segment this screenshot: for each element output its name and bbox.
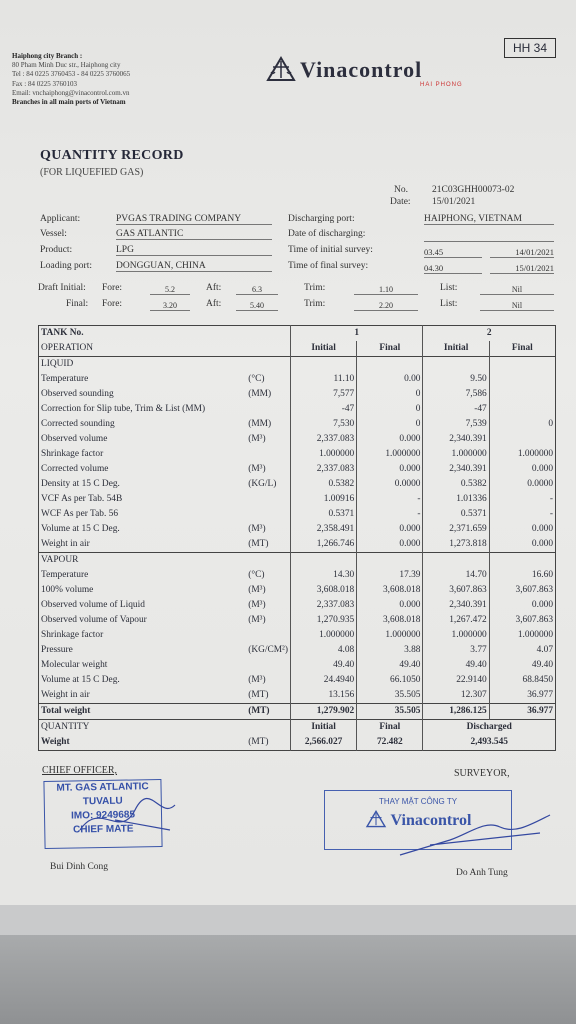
branch-address <box>12 52 130 107</box>
row-value: 7,577 <box>291 387 357 402</box>
row-value: -47 <box>291 402 357 417</box>
table-row <box>39 357 556 373</box>
row-value: 3,607.863 <box>515 615 553 625</box>
row-unit: (MT) <box>246 688 290 704</box>
row-value: 7,586 <box>423 387 489 402</box>
row-value: 3,608.018 <box>357 613 423 628</box>
row-value: 24.4940 <box>291 673 357 688</box>
row-label: Observed sounding <box>41 389 114 399</box>
row-value <box>489 553 555 569</box>
row-value: 0.5371 <box>291 507 357 522</box>
row-unit: (MM) <box>246 417 290 432</box>
row-value: - <box>357 507 423 522</box>
row-unit: (M³) <box>246 673 290 688</box>
row-value: 16.60 <box>531 570 553 580</box>
row-value: 13.156 <box>291 688 357 704</box>
final-list-value: Nil <box>480 301 554 311</box>
weight-label: Weight <box>41 737 70 747</box>
row-value: 1,267.472 <box>423 613 489 628</box>
row-label: Shrinkage factor <box>41 630 104 640</box>
final-survey-time: 04.30 <box>424 263 482 274</box>
row-value: 14.70 <box>423 568 489 583</box>
row-value: 0.000 <box>357 537 423 553</box>
loading-port-value: DONGGUAN, CHINA <box>116 261 272 272</box>
row-label: VCF As per Tab. 54B <box>41 494 123 504</box>
list-label-final: List: <box>440 299 458 309</box>
quantity-discharged-label: Discharged <box>423 720 556 736</box>
row-unit <box>246 553 290 569</box>
row-value: 0.0000 <box>527 479 553 489</box>
row-value: 1.000000 <box>357 447 423 462</box>
document-subtitle: (FOR LIQUEFIED GAS) <box>40 167 144 178</box>
row-value: 1.01336 <box>423 492 489 507</box>
row-value: 0.5382 <box>423 477 489 492</box>
row-value <box>489 402 555 417</box>
record-date-value: 15/01/2021 <box>432 197 476 207</box>
row-unit: (M³) <box>246 598 290 613</box>
table-header-operation <box>39 341 556 357</box>
row-unit: (KG/CM²) <box>246 643 290 658</box>
aft-label-initial: Aft: <box>206 283 222 293</box>
row-unit: (°C) <box>246 568 290 583</box>
logo-text: Vinacontrol <box>300 57 423 82</box>
date-discharging-value <box>424 229 554 242</box>
fore-label-final: Fore: <box>102 299 123 309</box>
row-value: 4.08 <box>291 643 357 658</box>
table-row <box>39 704 556 720</box>
quantity-final-value: 72.482 <box>357 735 423 751</box>
stamp-scale-icon <box>365 810 387 828</box>
row-label: Weight in air <box>41 539 90 549</box>
row-label: Corrected sounding <box>41 419 115 429</box>
quantity-initial-label: Initial <box>291 720 357 736</box>
row-value: 66.1050 <box>357 673 423 688</box>
tank-2-initial-header: Initial <box>423 341 489 357</box>
trim-label-initial: Trim: <box>304 283 326 293</box>
table-row <box>39 583 556 598</box>
row-unit: (M³) <box>246 522 290 537</box>
vessel-value: GAS ATLANTIC <box>116 229 272 240</box>
branch-line-4: Email: vnchaiphong@vinacontrol.com.vn <box>12 88 130 97</box>
row-label: Total weight <box>39 704 247 720</box>
vessel-stamp-line-2: IMO: 9249685 <box>70 809 136 822</box>
row-value: 1,273.818 <box>423 537 489 553</box>
row-value: 35.505 <box>357 704 423 720</box>
row-value: - <box>549 509 553 519</box>
row-value: 12.307 <box>423 688 489 704</box>
row-unit: (MT) <box>246 704 290 720</box>
fore-label-initial: Fore: <box>102 283 123 293</box>
row-value: -47 <box>423 402 489 417</box>
row-unit <box>246 402 290 417</box>
row-label: Volume at 15 C Deg. <box>41 675 120 685</box>
row-label: Pressure <box>41 645 73 655</box>
row-value: 1.000000 <box>291 628 357 643</box>
table-row <box>39 417 556 432</box>
applicant-value: PVGAS TRADING COMPANY <box>116 214 272 225</box>
table-header-tank <box>39 326 556 342</box>
table-row <box>39 402 556 417</box>
initial-fore-value: 5.2 <box>150 285 190 295</box>
row-label: Observed volume of Liquid <box>41 600 145 610</box>
row-value: 0.000 <box>357 432 423 447</box>
row-value: 3,608.018 <box>357 583 423 598</box>
tank-1-final-header: Final <box>357 341 423 357</box>
row-unit <box>246 447 290 462</box>
row-value <box>291 357 357 373</box>
row-value: 49.40 <box>423 658 489 673</box>
row-value: 1.000000 <box>517 630 553 640</box>
row-value: 0.000 <box>357 598 423 613</box>
tank-2-header: 2 <box>486 328 492 338</box>
table-row <box>39 568 556 583</box>
row-unit <box>246 507 290 522</box>
row-value: 0.000 <box>531 600 553 610</box>
row-value: 3,608.018 <box>291 583 357 598</box>
chief-officer-name: Bui Dinh Cong <box>50 862 109 872</box>
row-label: Observed volume <box>41 434 108 444</box>
chief-officer-signature <box>60 790 190 850</box>
row-value: 1,266.746 <box>291 537 357 553</box>
branch-line-1: 80 Pham Minh Duc str., Haiphong city <box>12 61 121 70</box>
final-trim-value: 2.20 <box>354 301 418 311</box>
table-row <box>39 598 556 613</box>
row-value: 1.000000 <box>517 449 553 459</box>
branch-line-3: Fax : 84 0225 3760103 <box>12 79 77 88</box>
table-row <box>39 387 556 402</box>
surveyor-title: SURVEYOR, <box>454 768 510 779</box>
row-value: 49.40 <box>291 658 357 673</box>
row-value <box>291 553 357 569</box>
row-value: 11.10 <box>291 372 357 387</box>
row-value: 0 <box>357 387 423 402</box>
list-label-initial: List: <box>440 283 458 293</box>
row-value: - <box>357 492 423 507</box>
table-row <box>39 658 556 673</box>
row-value: 2,371.659 <box>423 522 489 537</box>
row-unit: (KG/L) <box>246 477 290 492</box>
row-value <box>423 553 489 569</box>
vessel-stamp-line-3: CHIEF MATE <box>72 823 134 836</box>
vinacontrol-logo <box>266 56 422 83</box>
row-value: 0.5382 <box>291 477 357 492</box>
row-value: 0.000 <box>531 524 553 534</box>
date-discharging-label: Date of discharging: <box>288 229 366 239</box>
quantity-table <box>38 325 556 751</box>
quantity-discharged-value: 2,493.545 <box>470 737 508 747</box>
row-value: 22.9140 <box>423 673 489 688</box>
row-value <box>357 357 423 373</box>
row-value <box>357 553 423 569</box>
branch-line-5: Branches in all main ports of Vietnam <box>12 98 126 107</box>
tank-1-initial-header: Initial <box>291 341 357 357</box>
logo-subtext: HAI PHONG <box>420 82 463 88</box>
quantity-initial-value: 2,566.027 <box>291 735 357 751</box>
final-aft-value: 5.40 <box>236 301 278 311</box>
row-value: 3,607.863 <box>423 583 489 598</box>
row-label: Observed volume of Vapour <box>41 615 147 625</box>
row-value: 7,539 <box>423 417 489 432</box>
row-value: 1.000000 <box>357 628 423 643</box>
initial-list-value: Nil <box>480 285 554 295</box>
row-value <box>489 387 555 402</box>
table-row <box>39 447 556 462</box>
table-row <box>39 688 556 704</box>
table-row <box>39 537 556 553</box>
draft-initial-label: Draft Initial: <box>38 283 86 293</box>
row-value: 0.000 <box>357 522 423 537</box>
row-value: 2,340.391 <box>423 598 489 613</box>
row-label: Temperature <box>41 570 89 580</box>
row-value: 1.000000 <box>423 447 489 462</box>
row-value <box>489 432 555 447</box>
branch-line-0: Haiphong city Branch : <box>12 52 83 60</box>
surveyor-name: Do Anh Tung <box>456 868 508 878</box>
record-no-label: No. <box>394 185 408 195</box>
row-value: 2,358.491 <box>291 522 357 537</box>
row-value: 0 <box>357 417 423 432</box>
row-value: 0.00 <box>357 372 423 387</box>
vessel-stamp-line-0: MT. GAS ATLANTIC <box>56 781 149 794</box>
row-value: 0 <box>548 419 553 429</box>
header-unit-cell <box>246 326 290 342</box>
table-row <box>39 477 556 492</box>
row-label: 100% volume <box>41 585 94 595</box>
row-value: 35.505 <box>357 688 423 704</box>
row-unit: (MM) <box>246 387 290 402</box>
row-unit: (M³) <box>246 462 290 477</box>
applicant-label: Applicant: <box>40 214 81 224</box>
row-value <box>489 357 555 373</box>
header-unit-cell-2 <box>246 341 290 357</box>
row-value: 14.30 <box>291 568 357 583</box>
final-survey-date: 15/01/2021 <box>490 263 554 274</box>
row-value: 9.50 <box>423 372 489 387</box>
row-value: 1.00916 <box>291 492 357 507</box>
row-value: 49.40 <box>531 660 553 670</box>
weight-unit: (MT) <box>246 735 290 751</box>
product-label: Product: <box>40 245 73 255</box>
row-value: 7,530 <box>291 417 357 432</box>
table-row <box>39 673 556 688</box>
initial-survey-date: 14/01/2021 <box>490 247 554 258</box>
company-stamp-logo-text: Vinacontrol <box>390 812 472 829</box>
tank-2-final-header: Final <box>511 343 533 353</box>
quantity-header-row <box>39 720 556 736</box>
background-strip <box>0 905 576 935</box>
initial-survey-time: 03.45 <box>424 247 482 258</box>
final-fore-value: 3.20 <box>150 301 190 311</box>
operation-label: OPERATION <box>41 343 94 353</box>
row-value: 0.5371 <box>423 507 489 522</box>
table-row <box>39 643 556 658</box>
row-value: 36.977 <box>489 704 555 720</box>
row-value: 2,340.391 <box>423 462 489 477</box>
draft-final-label: Final: <box>66 299 89 309</box>
row-value: 0.000 <box>531 464 553 474</box>
row-label: VAPOUR <box>39 553 247 569</box>
discharging-port-value: HAIPHONG, VIETNAM <box>424 214 554 225</box>
row-label: Weight in air <box>41 690 90 700</box>
table-row <box>39 372 556 387</box>
row-value: 3,607.863 <box>515 585 553 595</box>
quantity-unit-cell <box>246 720 290 736</box>
table-row <box>39 432 556 447</box>
aft-label-final: Aft: <box>206 299 222 309</box>
row-unit <box>246 628 290 643</box>
row-value: 1,279.902 <box>291 704 357 720</box>
table-row <box>39 507 556 522</box>
row-value: 0.0000 <box>357 477 423 492</box>
row-value: 3.77 <box>423 643 489 658</box>
trim-label-final: Trim: <box>304 299 326 309</box>
surveyor-signature <box>390 805 560 865</box>
row-value: 3.88 <box>357 643 423 658</box>
quantity-weight-row <box>39 735 556 751</box>
company-stamp-top: THAY MẶT CÔNG TY <box>378 797 458 806</box>
final-survey-label: Time of final survey: <box>288 261 369 271</box>
tank-no-label: TANK No. <box>41 328 84 338</box>
row-label: Molecular weight <box>41 660 108 670</box>
vessel-stamp-line-1: TUVALU <box>82 795 123 808</box>
row-unit: (M³) <box>246 613 290 628</box>
table-row <box>39 462 556 477</box>
row-value: 2,337.083 <box>291 598 357 613</box>
scale-logo-icon <box>266 56 296 82</box>
table-row <box>39 522 556 537</box>
row-label: Density at 15 C Deg. <box>41 479 120 489</box>
record-date-label: Date: <box>390 197 411 207</box>
row-value: 0.000 <box>531 539 553 549</box>
row-value: 17.39 <box>357 568 423 583</box>
row-value: 49.40 <box>357 658 423 673</box>
row-value: 1,286.125 <box>423 704 489 720</box>
vessel-label: Vessel: <box>40 229 67 239</box>
initial-trim-value: 1.10 <box>354 285 418 295</box>
row-unit <box>246 357 290 373</box>
row-value: 36.977 <box>527 690 553 700</box>
table-row <box>39 553 556 569</box>
row-label: Correction for Slip tube, Trim & List (MM) <box>41 404 206 414</box>
document-code-box: HH 34 <box>504 38 556 58</box>
row-value: 2,340.391 <box>423 432 489 447</box>
row-label: Volume at 15 C Deg. <box>41 524 120 534</box>
table-row <box>39 492 556 507</box>
row-unit: (M³) <box>246 583 290 598</box>
row-value: 2,337.083 <box>291 432 357 447</box>
loading-port-label: Loading port: <box>40 261 92 271</box>
row-unit <box>246 658 290 673</box>
row-unit: (°C) <box>246 372 290 387</box>
tank-1-header: 1 <box>291 326 423 342</box>
quantity-label: QUANTITY <box>39 720 247 736</box>
document-title: QUANTITY RECORD <box>40 148 184 163</box>
row-unit: (M³) <box>246 432 290 447</box>
row-value: 1.000000 <box>291 447 357 462</box>
row-label: Corrected volume <box>41 464 109 474</box>
row-unit: (MT) <box>246 537 290 553</box>
row-unit <box>246 492 290 507</box>
row-value: 4.07 <box>536 645 553 655</box>
discharging-port-label: Discharging port: <box>288 214 355 224</box>
row-value: 0.000 <box>357 462 423 477</box>
row-value: 2,337.083 <box>291 462 357 477</box>
row-value <box>489 372 555 387</box>
row-value: 1,270.935 <box>291 613 357 628</box>
table-row <box>39 628 556 643</box>
product-value: LPG <box>116 245 272 256</box>
branch-line-2: Tel : 84 0225 3760453 - 84 0225 3760065 <box>12 70 131 79</box>
chief-officer-title: CHIEF OFFICER, <box>42 765 118 776</box>
row-value <box>423 357 489 373</box>
row-label: WCF As per Tab. 56 <box>41 509 119 519</box>
row-value: 1.000000 <box>423 628 489 643</box>
quantity-final-label: Final <box>357 720 423 736</box>
table-row <box>39 613 556 628</box>
initial-survey-label: Time of initial survey: <box>288 245 373 255</box>
row-label: Temperature <box>41 374 89 384</box>
row-label: LIQUID <box>41 359 74 369</box>
row-value: 0 <box>357 402 423 417</box>
row-label: Shrinkage factor <box>41 449 104 459</box>
row-value: 68.8450 <box>522 675 553 685</box>
row-value: - <box>549 494 553 504</box>
initial-aft-value: 6.3 <box>236 285 278 295</box>
record-no-value: 21C03GHH00073-02 <box>432 185 515 195</box>
